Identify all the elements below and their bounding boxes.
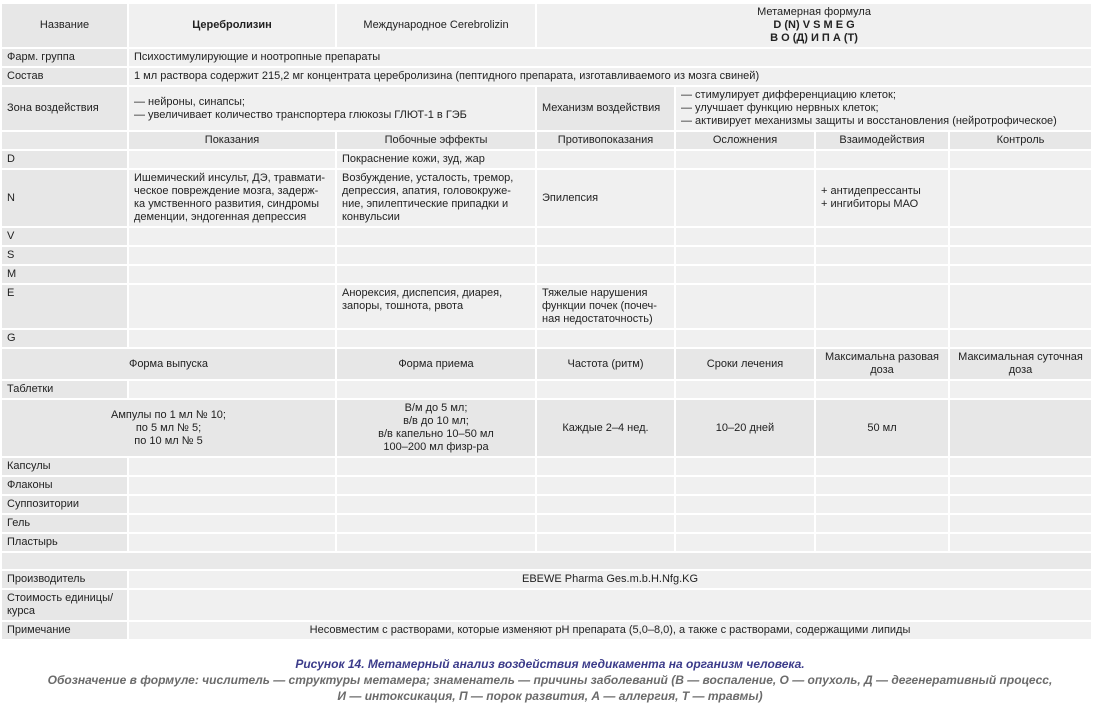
caption-note-line2: И — интоксикация, П — порок развития, А — аллергия, Т — травмы) xyxy=(337,689,763,703)
formula-cell xyxy=(537,4,1091,47)
metamer-cell xyxy=(337,228,535,245)
metamer-row-m xyxy=(2,266,1091,283)
metamer-label: M xyxy=(2,266,127,283)
form-cell xyxy=(129,534,335,551)
cost-label: Стоимость единицы/ курса xyxy=(2,590,127,620)
metamer-analysis-sheet xyxy=(2,2,1089,641)
form-row-gel xyxy=(2,515,1091,532)
form-header: Форма приема xyxy=(337,349,535,379)
form-header: Максимальная суточная доза xyxy=(950,349,1091,379)
metamer-label: G xyxy=(2,330,127,347)
form-cell xyxy=(129,381,335,398)
metamer-cell: Покраснение кожи, зуд, жар xyxy=(337,151,535,168)
form-header: Сроки лечения xyxy=(676,349,814,379)
metamer-row-s xyxy=(2,247,1091,264)
metamer-cell xyxy=(950,266,1091,283)
manufacturer-value: EBEWE Pharma Ges.m.b.H.Nfg.KG xyxy=(129,571,1091,588)
metamer-cell xyxy=(537,330,674,347)
metamer-row-v xyxy=(2,228,1091,245)
cost-row xyxy=(2,590,1091,620)
note-row xyxy=(2,622,1091,639)
metamer-cell xyxy=(129,247,335,264)
form-cell xyxy=(950,381,1091,398)
form-cell xyxy=(537,458,674,475)
ampoules-release: Ампулы по 1 мл № 10; по 5 мл № 5; по 10 мл № 5 xyxy=(2,400,335,456)
form-row-ampoules xyxy=(2,400,1091,456)
metamer-row-d xyxy=(2,151,1091,168)
metamer-cell xyxy=(676,151,814,168)
metamer-cell xyxy=(676,266,814,283)
metamer-cell xyxy=(537,266,674,283)
column-header: Осложнения xyxy=(676,132,814,149)
form-label: Флаконы xyxy=(2,477,127,494)
zone-value: — нейроны, синапсы; — увеличивает количество транспортера глюкозы ГЛЮТ-1 в ГЭБ xyxy=(129,87,535,130)
metamer-cell xyxy=(129,151,335,168)
form-cell xyxy=(537,477,674,494)
metamer-label: E xyxy=(2,285,127,328)
form-cell xyxy=(816,534,948,551)
spacer-row xyxy=(2,553,1091,569)
form-cell xyxy=(337,458,535,475)
cost-value xyxy=(129,590,1091,620)
metamer-row-g xyxy=(2,330,1091,347)
form-cell xyxy=(676,515,814,532)
caption-title: Рисунок 14. Метамерный анализ воздействия медикамента на организм человека. xyxy=(295,657,805,671)
form-cell xyxy=(537,515,674,532)
note-value: Несовместим с растворами, которые изменяют pH препарата (5,0–8,0), а также с растворами, содержащими липиды xyxy=(129,622,1091,639)
form-cell xyxy=(337,534,535,551)
form-cell xyxy=(950,534,1091,551)
note-label: Примечание xyxy=(2,622,127,639)
metamer-label: V xyxy=(2,228,127,245)
metamer-cell xyxy=(337,247,535,264)
form-cell xyxy=(816,477,948,494)
metamer-cell xyxy=(816,228,948,245)
metamer-label: N xyxy=(2,170,127,226)
metamer-cell xyxy=(816,151,948,168)
ampoules-intake: В/м до 5 мл; в/в до 10 мл; в/в капельно 10–50 мл 100–200 мл физр-ра xyxy=(337,400,535,456)
column-header: Противопоказания xyxy=(537,132,674,149)
form-header: Максимальна разовая доза xyxy=(816,349,948,379)
form-cell xyxy=(816,381,948,398)
form-label: Таблетки xyxy=(2,381,127,398)
metamer-cell xyxy=(816,285,948,328)
metamer-cell xyxy=(950,228,1091,245)
metamer-cell xyxy=(337,330,535,347)
zone-row xyxy=(2,87,1091,130)
form-cell xyxy=(129,515,335,532)
form-cell xyxy=(129,458,335,475)
formula-label: Метамерная формула xyxy=(757,6,871,18)
columns-header-corner xyxy=(2,132,127,149)
form-cell xyxy=(950,515,1091,532)
form-label: Суппозитории xyxy=(2,496,127,513)
metamer-cell: Тяжелые нарушения функции почек (почеч- ная недостаточность) xyxy=(537,285,674,328)
pharm-group-label: Фарм. группа xyxy=(2,49,127,66)
columns-header-row xyxy=(2,132,1091,149)
form-cell xyxy=(337,381,535,398)
composition-label: Состав xyxy=(2,68,127,85)
metamer-label: S xyxy=(2,247,127,264)
metamer-cell xyxy=(676,330,814,347)
form-cell xyxy=(816,458,948,475)
metamer-cell xyxy=(676,170,814,226)
form-row-capsules xyxy=(2,458,1091,475)
drug-table xyxy=(0,2,1093,641)
metamer-cell xyxy=(129,266,335,283)
mechanism-value: — стимулирует дифференциацию клеток; — улучшает функцию нервных клеток; — активирует механизмы защиты и восстановления (нейротрофическое) xyxy=(676,87,1091,130)
form-cell xyxy=(950,496,1091,513)
ampoules-duration: 10–20 дней xyxy=(676,400,814,456)
form-row-patch xyxy=(2,534,1091,551)
metamer-cell xyxy=(129,228,335,245)
formula-numerator: D (N) V S M E G xyxy=(773,19,855,31)
form-label: Капсулы xyxy=(2,458,127,475)
form-cell xyxy=(337,515,535,532)
composition-value: 1 мл раствора содержит 215,2 мг концентрата церебролизина (пептидного препарата, изготавливаемого из мозга свиней) xyxy=(129,68,1091,85)
form-cell xyxy=(676,458,814,475)
column-header: Показания xyxy=(129,132,335,149)
metamer-cell xyxy=(816,247,948,264)
form-cell xyxy=(950,458,1091,475)
formula-denominator: В О (Д) И П А (Т) xyxy=(770,32,858,44)
pharm-group-value: Психостимулирующие и ноотропные препараты xyxy=(129,49,1091,66)
metamer-cell: Ишемический инсульт, ДЭ, травмати- ческое повреждение мозга, задерж- ка умственного развития, синдромы деменции, эндогенная депрессия xyxy=(129,170,335,226)
drug-name: Церебролизин xyxy=(129,4,335,47)
metamer-cell xyxy=(950,247,1091,264)
form-header: Частота (ритм) xyxy=(537,349,674,379)
metamer-cell xyxy=(676,247,814,264)
metamer-label: D xyxy=(2,151,127,168)
figure-caption xyxy=(0,656,1100,704)
header-row xyxy=(2,4,1091,47)
column-header: Взаимодействия xyxy=(816,132,948,149)
form-cell xyxy=(537,534,674,551)
metamer-cell xyxy=(816,266,948,283)
manufacturer-label: Производитель xyxy=(2,571,127,588)
form-row-tablets xyxy=(2,381,1091,398)
intl-name: Международное Cerebrolizin xyxy=(337,4,535,47)
form-row-suppositories xyxy=(2,496,1091,513)
metamer-cell xyxy=(129,330,335,347)
pharm-group-row xyxy=(2,49,1091,66)
metamer-cell xyxy=(676,285,814,328)
form-cell xyxy=(816,496,948,513)
form-cell xyxy=(676,381,814,398)
form-cell xyxy=(337,496,535,513)
metamer-cell xyxy=(129,285,335,328)
form-cell xyxy=(676,477,814,494)
metamer-cell xyxy=(537,247,674,264)
column-header: Контроль xyxy=(950,132,1091,149)
form-label: Пластырь xyxy=(2,534,127,551)
form-cell xyxy=(129,496,335,513)
metamer-cell xyxy=(950,330,1091,347)
caption-note-line1: Обозначение в формуле: числитель — структуры метамера; знаменатель — причины заболеваний (В — воспаление, О — опухоль, Д — дегенеративный процесс, xyxy=(47,673,1053,687)
metamer-row-n xyxy=(2,170,1091,226)
form-header: Форма выпуска xyxy=(2,349,335,379)
metamer-cell: + антидепрессанты + ингибиторы МАО xyxy=(816,170,948,226)
manufacturer-row xyxy=(2,571,1091,588)
ampoules-frequency: Каждые 2–4 нед. xyxy=(537,400,674,456)
zone-label: Зона воздействия xyxy=(2,87,127,130)
metamer-row-e xyxy=(2,285,1091,328)
metamer-cell: Эпилепсия xyxy=(537,170,674,226)
metamer-cell xyxy=(337,266,535,283)
mechanism-label: Механизм воздействия xyxy=(537,87,674,130)
metamer-cell xyxy=(537,151,674,168)
form-header-row xyxy=(2,349,1091,379)
metamer-cell xyxy=(816,330,948,347)
metamer-cell xyxy=(950,151,1091,168)
form-label: Гель xyxy=(2,515,127,532)
form-row-vials xyxy=(2,477,1091,494)
form-cell xyxy=(537,381,674,398)
column-header: Побочные эффекты xyxy=(337,132,535,149)
form-cell xyxy=(950,477,1091,494)
name-label: Название xyxy=(2,4,127,47)
metamer-cell xyxy=(950,170,1091,226)
metamer-cell xyxy=(676,228,814,245)
composition-row xyxy=(2,68,1091,85)
form-cell xyxy=(337,477,535,494)
metamer-cell xyxy=(537,228,674,245)
form-cell xyxy=(676,534,814,551)
form-cell xyxy=(129,477,335,494)
metamer-cell: Возбуждение, усталость, тремор, депрессия, апатия, головокруже- ние, эпилептические припадки и конвульсии xyxy=(337,170,535,226)
ampoules-max-daily xyxy=(950,400,1091,456)
form-cell xyxy=(537,496,674,513)
ampoules-max-single: 50 мл xyxy=(816,400,948,456)
metamer-cell: Анорексия, диспепсия, диарея, запоры, тошнота, рвота xyxy=(337,285,535,328)
form-cell xyxy=(676,496,814,513)
form-cell xyxy=(816,515,948,532)
metamer-cell xyxy=(950,285,1091,328)
spacer xyxy=(2,553,1091,569)
